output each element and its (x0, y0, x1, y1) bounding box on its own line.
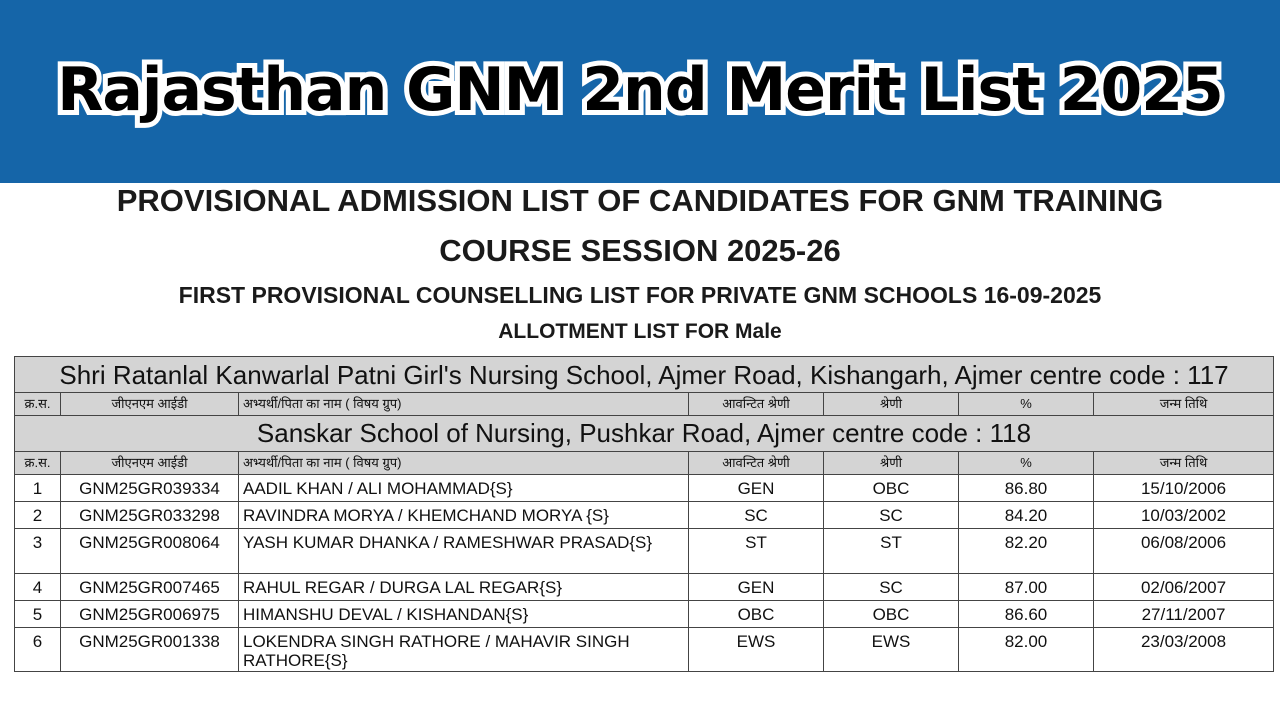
dob-cell: 02/06/2007 (1094, 574, 1274, 601)
allotted-category-cell: GEN (689, 574, 824, 601)
dob-cell: 10/03/2002 (1094, 502, 1274, 529)
percentage-cell: 86.80 (959, 475, 1094, 502)
column-header: आवन्टित श्रेणी (689, 393, 824, 416)
column-header: जन्म तिथि (1094, 452, 1274, 475)
percentage-cell: 82.20 (959, 529, 1094, 574)
gnm-id-cell: GNM25GR006975 (61, 601, 239, 628)
allotted-category-cell: ST (689, 529, 824, 574)
serial-cell: 5 (15, 601, 61, 628)
banner-title: Rajasthan GNM 2nd Merit List 2025 (57, 54, 1223, 125)
merit-list-table (14, 356, 1274, 672)
allotted-category-cell: OBC (689, 601, 824, 628)
category-cell: SC (824, 574, 959, 601)
candidate-name-cell: RAHUL REGAR / DURGA LAL REGAR{S} (239, 574, 689, 601)
gnm-id-cell: GNM25GR007465 (61, 574, 239, 601)
column-header: % (959, 393, 1094, 416)
allotted-category-cell: SC (689, 502, 824, 529)
school-name: Shri Ratanlal Kanwarlal Patni Girl's Nursing School, Ajmer Road, Kishangarh, Ajmer centre code : 117 (15, 357, 1274, 393)
dob-cell: 06/08/2006 (1094, 529, 1274, 574)
category-cell: ST (824, 529, 959, 574)
column-header-row (15, 393, 1274, 416)
column-header: आवन्टित श्रेणी (689, 452, 824, 475)
table-row (15, 529, 1274, 574)
dob-cell: 27/11/2007 (1094, 601, 1274, 628)
table-row (15, 574, 1274, 601)
column-header: श्रेणी (824, 393, 959, 416)
table-row (15, 502, 1274, 529)
category-cell: OBC (824, 601, 959, 628)
allotted-category-cell: GEN (689, 475, 824, 502)
serial-cell: 4 (15, 574, 61, 601)
heading-line-3: FIRST PROVISIONAL COUNSELLING LIST FOR PRIVATE GNM SCHOOLS 16-09-2025 (178, 282, 1102, 308)
heading-line-4: ALLOTMENT LIST FOR Male (498, 320, 782, 343)
heading-line-2: COURSE SESSION 2025-26 (439, 233, 841, 268)
percentage-cell: 82.00 (959, 628, 1094, 672)
gnm-id-cell: GNM25GR033298 (61, 502, 239, 529)
percentage-cell: 84.20 (959, 502, 1094, 529)
column-header: क्र.स. (15, 393, 61, 416)
column-header: जीएनएम आईडी (61, 393, 239, 416)
school-header-row (15, 357, 1274, 393)
candidate-name-cell: HIMANSHU DEVAL / KISHANDAN{S} (239, 601, 689, 628)
category-cell: OBC (824, 475, 959, 502)
candidate-name-cell: AADIL KHAN / ALI MOHAMMAD{S} (239, 475, 689, 502)
column-header: श्रेणी (824, 452, 959, 475)
school-header-row (15, 416, 1274, 452)
gnm-id-cell: GNM25GR008064 (61, 529, 239, 574)
percentage-cell: 87.00 (959, 574, 1094, 601)
column-header: जीएनएम आईडी (61, 452, 239, 475)
allotted-category-cell: EWS (689, 628, 824, 672)
candidate-name-cell: YASH KUMAR DHANKA / RAMESHWAR PRASAD{S} (239, 529, 689, 574)
serial-cell: 6 (15, 628, 61, 672)
school-name: Sanskar School of Nursing, Pushkar Road, Ajmer centre code : 118 (15, 416, 1274, 452)
candidate-name-cell: RAVINDRA MORYA / KHEMCHAND MORYA {S} (239, 502, 689, 529)
column-header: क्र.स. (15, 452, 61, 475)
dob-cell: 15/10/2006 (1094, 475, 1274, 502)
column-header-row (15, 452, 1274, 475)
gnm-id-cell: GNM25GR039334 (61, 475, 239, 502)
table-row (15, 628, 1274, 672)
table-row (15, 601, 1274, 628)
serial-cell: 2 (15, 502, 61, 529)
column-header: अभ्यर्थी/पिता का नाम ( विषय ग्रुप) (239, 452, 689, 475)
serial-cell: 3 (15, 529, 61, 574)
title-banner (0, 0, 1280, 183)
category-cell: EWS (824, 628, 959, 672)
heading-line-1: PROVISIONAL ADMISSION LIST OF CANDIDATES FOR GNM TRAINING (116, 183, 1164, 218)
column-header: अभ्यर्थी/पिता का नाम ( विषय ग्रुप) (239, 393, 689, 416)
percentage-cell: 86.60 (959, 601, 1094, 628)
candidate-name-cell: LOKENDRA SINGH RATHORE / MAHAVIR SINGH RATHORE{S} (239, 628, 689, 672)
table-row (15, 475, 1274, 502)
dob-cell: 23/03/2008 (1094, 628, 1274, 672)
serial-cell: 1 (15, 475, 61, 502)
gnm-id-cell: GNM25GR001338 (61, 628, 239, 672)
category-cell: SC (824, 502, 959, 529)
column-header: % (959, 452, 1094, 475)
column-header: जन्म तिथि (1094, 393, 1274, 416)
